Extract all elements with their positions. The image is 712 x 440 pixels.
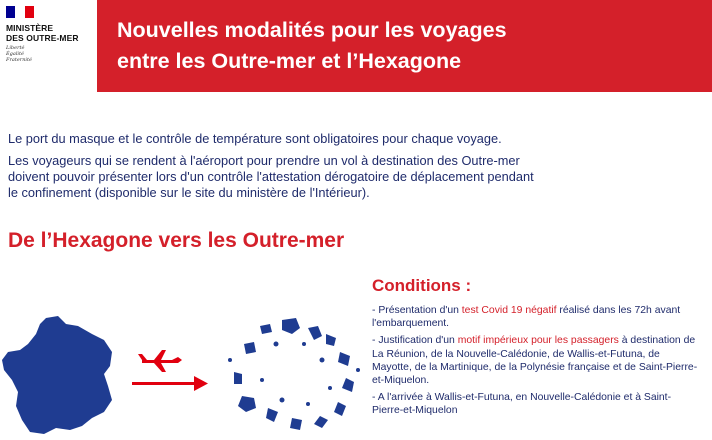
page-title-line2: entre les Outre-mer et l’Hexagone (117, 49, 462, 73)
condition-item-arrival: - A l'arrivée à Wallis-et-Futuna, en Nouvelle-Calédonie et à Saint-Pierre-et-Miquelon (372, 392, 672, 417)
condition-item-motif: - Justification d'un motif impérieux pour les passagers à destination de La Réunion, de la Nouvelle-Calédonie, de Wallis-et-Futuna, de Mayotte, de la Martinique, de la Polynésie française et de Saint-Pierre-et-Miquelon. (372, 335, 698, 387)
header-banner (97, 0, 712, 92)
highlight-motif-imperieux: motif impérieux pour les passagers (457, 335, 619, 347)
intro-paragraph-line2: doivent pouvoir présenter lors d'un contrôle l'attestation dérogatoire de déplacement pendant (8, 169, 534, 184)
france-map-icon (0, 314, 118, 440)
arrow-right-icon (132, 376, 208, 391)
condition-item-test: - Présentation d'un test Covid 19 négatif réalisé dans les 72h avant l'embarquement. (372, 305, 681, 330)
intro-paragraph-line1: Les voyageurs qui se rendent à l'aéroport pour prendre un vol à destination des Outre-mer (8, 153, 520, 168)
page-title-line1: Nouvelles modalités pour les voyages (117, 18, 507, 42)
ministry-name-line2: DES OUTRE-MER (6, 32, 79, 43)
ministry-name-line1: MINISTÈRE (6, 23, 54, 33)
conditions-list (372, 304, 702, 422)
section-title: De l’Hexagone vers les Outre-mer (8, 229, 345, 252)
motto-liberte: Liberté (6, 45, 25, 51)
intro-paragraph-attestation (8, 153, 708, 201)
french-flag-icon (6, 6, 34, 18)
overseas-islands-icon (222, 300, 372, 440)
ministry-name (6, 24, 94, 43)
intro-paragraph-line3: le confinement (disponible sur le site du ministère de l'Intérieur). (8, 185, 370, 200)
motto-egalite: Égalité (6, 51, 24, 57)
ministry-logo (0, 0, 96, 88)
intro-paragraph-mask: Le port du masque et le contrôle de température sont obligatoires pour chaque voyage. (8, 131, 502, 146)
conditions-title: Conditions : (372, 276, 472, 295)
highlight-test-covid: test Covid 19 négatif (461, 305, 557, 316)
airplane-icon (138, 350, 182, 372)
travel-arrow-graphic (128, 348, 216, 396)
motto-fraternite: Fraternité (6, 57, 32, 63)
page-title (117, 15, 697, 77)
republic-motto (6, 45, 32, 63)
